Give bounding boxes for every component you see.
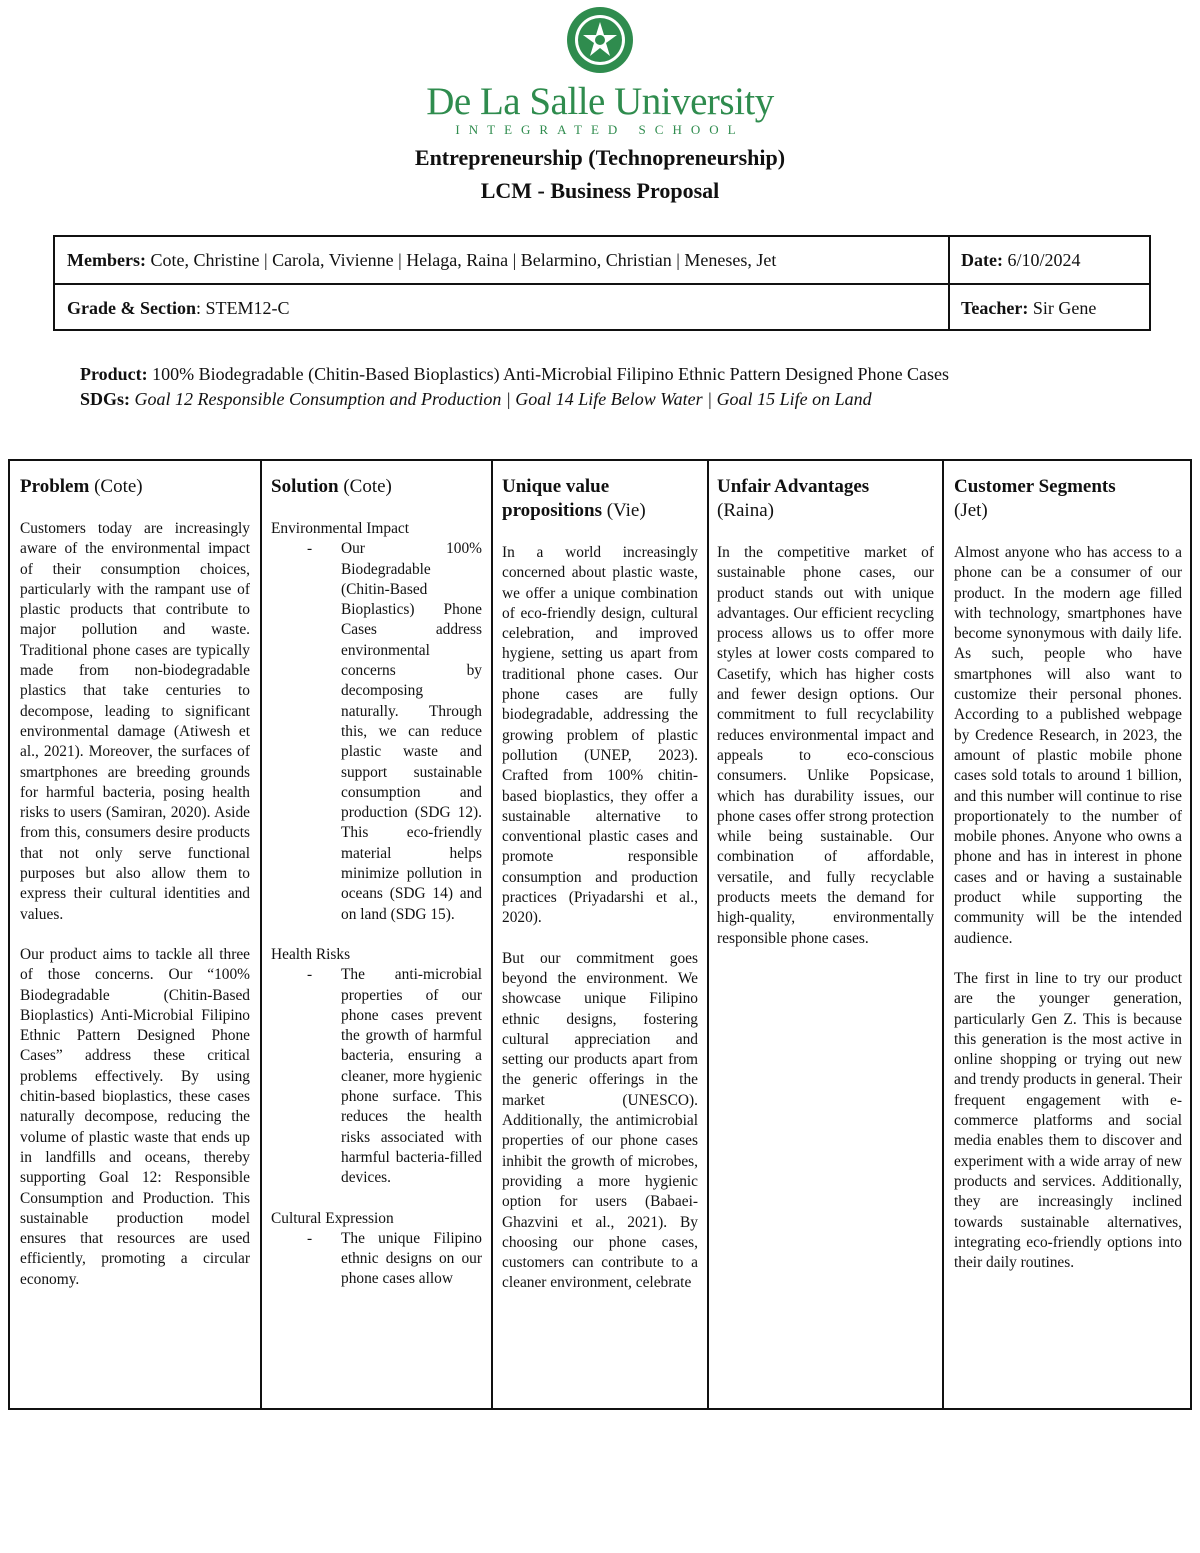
spacer — [502, 929, 698, 949]
product-value: 100% Biodegradable (Chitin-Based Bioplastics) Anti-Microbial Filipino Ethnic Pattern Designed Phone Cases — [147, 364, 950, 384]
lean-canvas-table — [8, 459, 1192, 1410]
spacer — [20, 925, 250, 945]
logo-subtitle: INTEGRATED SCHOOL — [455, 122, 745, 137]
document-title: Entrepreneurship (Technopreneurship) — [414, 145, 786, 170]
date-label: Date: — [961, 250, 1003, 270]
bullet-dash: - — [307, 1229, 313, 1247]
solution-subheading-environment: Environmental Impact — [271, 520, 410, 537]
segments-author: (Jet) — [954, 500, 988, 521]
segments-paragraph-2: The first in line to try our product are the younger generation, particularly Gen Z. This is because this generation is the most active in online shopping or trying out new and trendy products in general. Their frequent engagement with e-commerce platforms and social media enables them to discover and experiment with a wide array of new products and services. Additionally, they are increasingly inclined towards sustainable alternatives, integrating eco-friendly options into their daily routines. — [954, 969, 1182, 1272]
info-row-grade — [55, 285, 1149, 331]
uvp-author: (Vie) — [601, 500, 646, 521]
problem-paragraph-2: Our product aims to tackle all three of those concerns. Our “100% Biodegradable (Chitin-Based Bioplastics) Anti-Microbial Filipino Ethnic Pattern Designed Phone Cases” address these critical problems effectively. By using chitin-based bioplastics, these cases naturally decompose, reducing the volume of plastic waste that ends up in landfills and oceans, thereby supporting Goal 12: Responsible Consumption and Production. This sustainable production model ensures that resources are used efficiently, promoting a circular economy. — [20, 945, 250, 1288]
solution-text-culture: The unique Filipino ethnic designs on our phone cases allow — [341, 1229, 482, 1288]
sdgs-line — [80, 387, 872, 412]
solution-bullet-health — [271, 965, 482, 1188]
bullet-dash: - — [307, 540, 313, 558]
uvp-column — [493, 461, 709, 1408]
bullet-dash: - — [307, 966, 313, 984]
spacer — [271, 925, 482, 945]
spacer — [502, 523, 698, 543]
sdgs-label: SDGs: — [80, 389, 131, 409]
solution-text-health: The anti-microbial properties of our phone cases prevent the growth of harmful bacteria, ensuring a cleaner, more hygienic phone surface. This reduces the health risks associated with harmful bacteria-filled devices. — [341, 966, 482, 1187]
spacer — [20, 499, 250, 519]
members-label: Members: — [67, 250, 146, 270]
teacher-value: Sir Gene — [1028, 298, 1097, 318]
date-cell — [961, 250, 1081, 271]
solution-column — [262, 461, 493, 1408]
unfair-paragraph-1: In the competitive market of sustainable phone cases, our product stands out with unique advantages. Our efficient recycling process allows us to offer more styles at lower costs compared to Casetify, which has higher costs and fewer design options. Our commitment to full recyclability reduces environmental impact and appeals to eco-conscious consumers. Unlike Popsicase, which has durability issues, our phone cases offer strong protection while being sustainable. Our combination of affordable, versatile, and fully recyclable products meets the demand for high-quality, environmentally responsible phone cases. — [717, 544, 934, 947]
solution-bullet-environment — [271, 539, 482, 925]
spacer — [271, 1189, 482, 1209]
problem-author: (Cote) — [89, 476, 143, 497]
product-label: Product: — [80, 364, 148, 384]
solution-heading: Solution (Cote) — [271, 476, 392, 497]
problem-paragraph-1: Customers today are increasingly aware of the environmental impact of their consumption choices, particularly with the rampant use of plastic products that contribute to major pollution and waste. Traditional phone cases are typically made from non-biodegradable plastics that take centuries to decompose, leading to significant environmental damage (Atiwesh et al., 2021). Moreover, the surfaces of smartphones are breeding grounds for harmful bacteria, posing health risks to users (Samiran, 2020). Aside from this, consumers desire products that not only serve functional purposes but also allow them to express their cultural identities and values. — [20, 520, 250, 923]
problem-column — [10, 461, 262, 1408]
segments-paragraph-1: Almost anyone who has access to a phone can be a consumer of our product. In the modern age filled with technology, smartphones have become synonymous with daily life. As such, people who have smartphones will also want to customize their personal phones. According to a published webpage by Credence Research, in 2023, the amount of plastic mobile phone cases sold totals to around 1 billion, and this number will continue to rise proportionately to the number of mobile phones. Anyone who owns a phone and has in interest in phone cases and or having a sustainable product while supporting the community will be the intended audience. — [954, 544, 1182, 947]
info-table — [53, 235, 1151, 331]
uvp-heading: Unique value propositions (Vie) — [502, 476, 646, 521]
solution-subheading-culture: Cultural Expression — [271, 1209, 394, 1227]
members-value: Cote, Christine | Carola, Vivienne | Helaga, Raina | Belarmino, Christian | Meneses, Jet — [145, 250, 777, 270]
unfair-author: (Raina) — [717, 500, 774, 521]
spacer — [717, 523, 934, 543]
spacer — [271, 499, 482, 519]
teacher-cell — [961, 298, 1096, 319]
grade-label: Grade & Section — [67, 298, 196, 318]
teacher-label: Teacher: — [961, 298, 1029, 318]
uvp-paragraph-2: But our commitment goes beyond the environment. We showcase unique Filipino ethnic designs, fostering cultural appreciation and setting our products apart from the generic offerings in the market (UNESCO). Additionally, the antimicrobial properties of our phone cases inhibit the growth of microbes, providing a more hygienic option for users (Babaei-Ghazvini et al., 2021). By choosing our phone cases, customers can contribute to a cleaner environment, celebrate — [502, 949, 698, 1292]
spacer — [954, 523, 1182, 543]
info-row-members — [55, 237, 1149, 285]
solution-author: (Cote) — [338, 476, 392, 497]
product-line — [80, 362, 949, 387]
unfair-heading: Unfair Advantages (Raina) — [717, 476, 870, 521]
solution-text-environment: Our 100% Biodegradable (Chitin-Based Bioplastics) Phone Cases address environmental concerns by decomposing naturally. Through this, we can reduce plastic waste and support sustainable consumption and production (SDG 12). This eco-friendly material helps minimize pollution in oceans (SDG 14) and on land (SDG 15). — [341, 540, 482, 923]
document-subtitle: LCM - Business Proposal — [480, 178, 720, 203]
solution-subheading-health: Health Risks — [271, 945, 351, 963]
solution-bullet-culture — [271, 1229, 482, 1290]
problem-heading: Problem (Cote) — [20, 476, 143, 497]
logo-wordmark: De La Salle University — [426, 80, 774, 123]
segments-heading: Customer Segments (Jet) — [954, 476, 1116, 521]
unfair-advantages-column — [709, 461, 944, 1408]
grade-cell — [67, 298, 290, 319]
sdgs-value: Goal 12 Responsible Consumption and Production | Goal 14 Life Below Water | Goal 15 Life on Land — [130, 389, 872, 409]
customer-segments-column — [944, 461, 1190, 1408]
members-cell — [67, 250, 776, 271]
grade-value: : STEM12-C — [195, 298, 290, 318]
university-seal — [566, 6, 634, 74]
date-value: 6/10/2024 — [1002, 250, 1081, 270]
uvp-paragraph-1: In a world increasingly concerned about plastic waste, we offer a unique combination of eco-friendly design, cultural celebration, and improved hygiene, setting us apart from traditional phone cases. Our phone cases are fully biodegradable, addressing the growing problem of plastic pollution (UNEP, 2023). Crafted from 100% chitin-based bioplastics, they offer a sustainable alternative to conventional plastic cases and promote responsible consumption and production practices (Priyadarshi et al., 2020). — [502, 544, 698, 927]
spacer — [954, 949, 1182, 969]
